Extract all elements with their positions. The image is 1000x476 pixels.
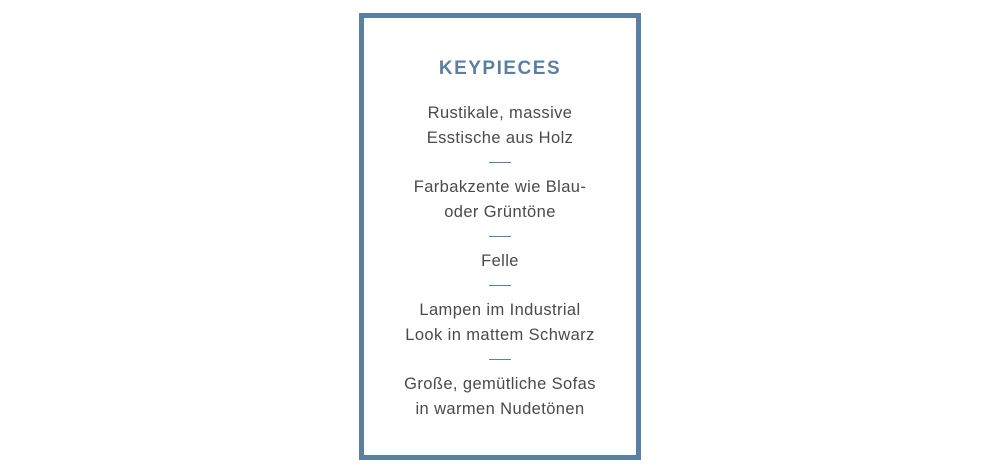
card-title: KEYPIECES	[438, 58, 562, 79]
list-item: Rustikale, massive Esstische aus Holz	[426, 104, 574, 147]
divider	[489, 162, 511, 163]
list-item: Lampen im Industrial Look in mattem Schwarz	[405, 301, 595, 344]
divider	[489, 236, 511, 237]
list-item: Felle	[481, 252, 519, 270]
divider	[489, 359, 511, 360]
keypieces-list	[364, 101, 636, 422]
list-item: Große, gemütliche Sofas in warmen Nudetönen	[404, 375, 596, 418]
divider	[489, 285, 511, 286]
keypieces-card	[359, 13, 641, 460]
list-item: Farbakzente wie Blau- oder Grüntöne	[413, 178, 587, 221]
